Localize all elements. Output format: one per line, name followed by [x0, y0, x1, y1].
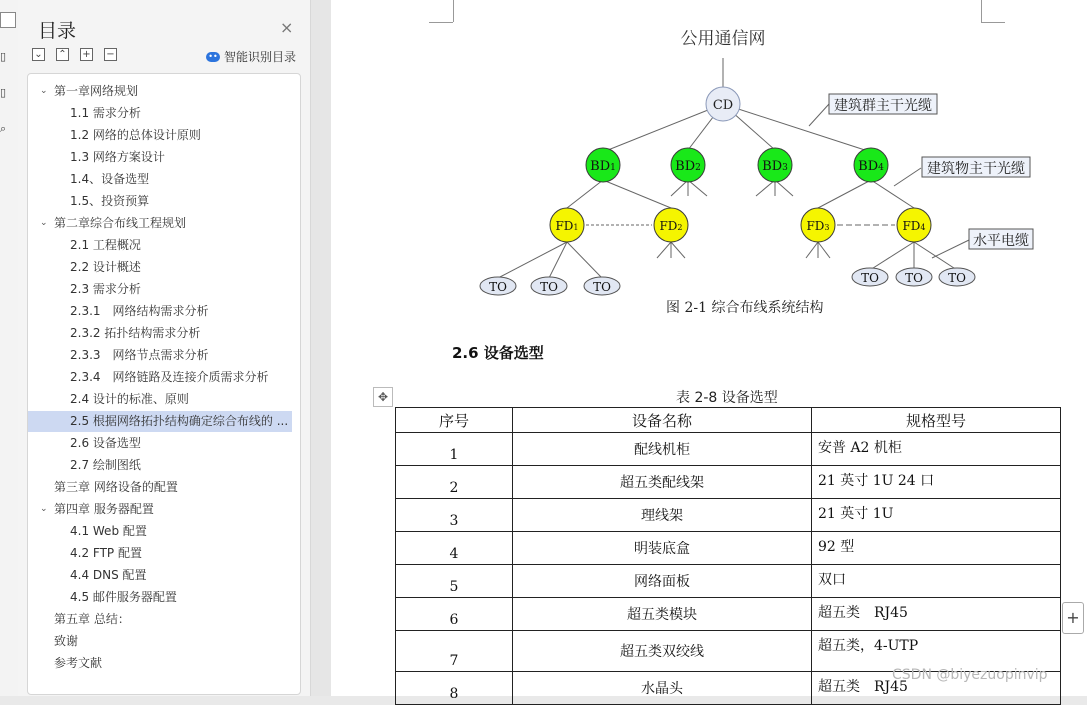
fd-node — [550, 208, 584, 242]
toc-item[interactable] — [28, 653, 292, 674]
toc-item-label: 4.4 DNS 配置 — [70, 568, 147, 582]
fd-node-label: FD3 — [806, 219, 830, 233]
watermark: CSDN @biyezuopinvip — [892, 667, 1048, 683]
cabling-structure-diagram — [331, 0, 1087, 320]
table-row — [396, 532, 1061, 565]
smart-recognize-label: 智能识别目录 — [224, 50, 297, 64]
page-gutter — [311, 0, 331, 696]
callout-label: 建筑群主干光缆 — [834, 98, 932, 114]
add-button[interactable]: + — [1062, 602, 1084, 634]
toc-item-label: 1.5、投资预算 — [70, 194, 150, 208]
table-move-handle-icon[interactable]: ✥ — [373, 387, 393, 407]
row-number-cell: 4 — [396, 532, 513, 565]
cd-label: CD — [712, 98, 734, 113]
toc-item[interactable] — [28, 609, 292, 630]
collapse-all-icon[interactable]: ⌄ — [32, 48, 45, 61]
to-node — [584, 277, 620, 295]
to-node — [852, 268, 888, 286]
toc-item-label: 致谢 — [54, 634, 79, 648]
toc-item-label: 2.1 工程概况 — [70, 238, 141, 252]
toc-item[interactable] — [28, 147, 292, 168]
row-number-cell: 7 — [396, 631, 513, 672]
toc-item-label: 4.1 Web 配置 — [70, 524, 147, 538]
toc-item-label: 2.3.4 网络链路及连接介质需求分析 — [70, 370, 269, 384]
header-cell: 设备名称 — [513, 408, 812, 433]
fd-node — [801, 208, 835, 242]
toc-item[interactable] — [28, 169, 292, 190]
spec-cell: 双口 — [812, 565, 1061, 598]
toc-item-label: 2.6 设备选型 — [70, 436, 141, 450]
callout-label: 建筑物主干光缆 — [927, 161, 1025, 177]
toc-item[interactable] — [28, 279, 292, 300]
table-row — [396, 598, 1061, 631]
device-name-cell: 水晶头 — [513, 672, 812, 705]
toc-item-label: 2.3.1 网络结构需求分析 — [70, 304, 209, 318]
row-number-cell: 2 — [396, 466, 513, 499]
toc-item-label: 4.5 邮件服务器配置 — [70, 590, 177, 604]
equipment-table — [395, 407, 1061, 705]
section-heading: 2.6 设备选型 — [452, 344, 544, 362]
smart-recognize-button[interactable] — [206, 48, 296, 65]
header-cell: 序号 — [396, 408, 513, 433]
table-caption: 表 2-8 设备选型 — [676, 390, 778, 406]
toc-item-label: 1.3 网络方案设计 — [70, 150, 165, 164]
toc-item-label: 1.1 需求分析 — [70, 106, 141, 120]
callout-campus-backbone — [829, 94, 937, 114]
row-number-cell: 1 — [396, 433, 513, 466]
table-row — [396, 433, 1061, 466]
toc-item-label: 参考文献 — [54, 656, 103, 670]
toc-item-label: 2.2 设计概述 — [70, 260, 141, 274]
toc-item-label: 4.2 FTP 配置 — [70, 546, 142, 560]
toc-item[interactable] — [28, 235, 292, 256]
toc-item[interactable] — [28, 367, 292, 388]
toc-item[interactable] — [28, 411, 292, 432]
toc-item[interactable] — [28, 323, 292, 344]
header-cell: 规格型号 — [812, 408, 1061, 433]
spec-cell: 21 英寸 1U — [812, 499, 1061, 532]
table-row — [396, 499, 1061, 532]
toc-item-label: 2.5 根据网络拓扑结构确定综合布线的 ... — [70, 414, 289, 428]
bd-node — [671, 148, 705, 182]
toc-item[interactable] — [28, 81, 292, 102]
bd-node — [854, 148, 888, 182]
fd-node-label: FD2 — [659, 219, 683, 233]
chevron-down-icon[interactable]: ⌄ — [40, 504, 48, 514]
toc-item[interactable] — [28, 565, 292, 586]
spec-cell: 92 型 — [812, 532, 1061, 565]
callout-building-backbone — [922, 157, 1030, 177]
table-header-row — [396, 408, 1061, 433]
toc-item-label: 1.2 网络的总体设计原则 — [70, 128, 201, 142]
callout-label: 水平电缆 — [973, 233, 1029, 249]
left-tool-strip — [0, 0, 19, 696]
table-row — [396, 631, 1061, 672]
to-node — [531, 277, 567, 295]
toc-item[interactable] — [28, 587, 292, 608]
toc-item-label: 2.3.2 拓扑结构需求分析 — [70, 326, 201, 340]
fd-node-label: FD1 — [555, 219, 579, 233]
toc-item[interactable] — [28, 191, 292, 212]
toc-item[interactable] — [28, 521, 292, 542]
device-name-cell: 超五类双绞线 — [513, 631, 812, 672]
to-node-label: TO — [905, 271, 923, 285]
toc-item-label: 2.4 设计的标准、原则 — [70, 392, 189, 406]
bookmark-icon[interactable]: ▯ — [0, 50, 7, 63]
bd-node-label: BD3 — [762, 159, 788, 174]
device-name-cell: 超五类模块 — [513, 598, 812, 631]
close-icon[interactable]: × — [280, 18, 294, 37]
toc-item-label: 第二章综合布线工程规划 — [54, 216, 187, 230]
toc-item-label: 2.3.3 网络节点需求分析 — [70, 348, 209, 362]
row-number-cell: 5 — [396, 565, 513, 598]
chevron-down-icon[interactable]: ⌄ — [40, 218, 48, 228]
toc-item[interactable] — [28, 455, 292, 476]
toc-item[interactable] — [28, 213, 292, 234]
toc-item-label: 1.4、设备选型 — [70, 172, 150, 186]
toc-item[interactable] — [28, 257, 292, 278]
fd-node — [897, 208, 931, 242]
to-node-label: TO — [489, 280, 507, 294]
spec-cell: 安普 A2 机柜 — [812, 433, 1061, 466]
spec-cell: 超五类，4-UTP — [812, 631, 1061, 672]
row-number-cell: 6 — [396, 598, 513, 631]
device-name-cell: 网络面板 — [513, 565, 812, 598]
toc-item[interactable] — [28, 499, 292, 520]
figure-caption: 图 2-1 综合布线系统结构 — [666, 300, 824, 316]
fd-node-label: FD4 — [902, 219, 926, 233]
toc-item[interactable] — [28, 543, 292, 564]
expand-up-icon[interactable]: ⌃ — [56, 48, 69, 61]
toc-item[interactable] — [28, 433, 292, 454]
to-node — [896, 268, 932, 286]
toc-view-icon[interactable] — [0, 12, 16, 28]
cd-node — [706, 87, 740, 121]
toc-item[interactable] — [28, 389, 292, 410]
row-number-cell: 8 — [396, 672, 513, 705]
device-name-cell: 理线架 — [513, 499, 812, 532]
toc-panel — [18, 0, 311, 696]
spec-cell: 超五类 RJ45 — [812, 672, 1061, 705]
toc-item-label: 2.7 绘制图纸 — [70, 458, 141, 472]
table-row — [396, 565, 1061, 598]
add-entry-icon[interactable]: + — [80, 48, 93, 61]
to-node — [939, 268, 975, 286]
to-node-label: TO — [948, 271, 966, 285]
toc-title: 目录 — [38, 20, 77, 42]
bd-node-label: BD2 — [675, 159, 701, 174]
chevron-down-icon[interactable]: ⌄ — [40, 86, 48, 96]
toc-item-label: 第四章 服务器配置 — [54, 502, 154, 516]
device-name-cell: 明装底盒 — [513, 532, 812, 565]
table-row — [396, 466, 1061, 499]
bd-node-label: BD4 — [858, 159, 884, 174]
spec-cell: 21 英寸 1U 24 口 — [812, 466, 1061, 499]
toc-list — [27, 73, 301, 695]
toc-item[interactable] — [28, 103, 292, 124]
toc-item[interactable] — [28, 631, 292, 652]
search-icon[interactable]: ⌕ — [0, 122, 7, 135]
row-number-cell: 3 — [396, 499, 513, 532]
spec-cell: 超五类 RJ45 — [812, 598, 1061, 631]
bd-node — [586, 148, 620, 182]
toc-item[interactable] — [28, 477, 292, 498]
diagram-top-label: 公用通信网 — [680, 29, 766, 49]
toc-item-label: 第三章 网络设备的配置 — [54, 480, 178, 494]
device-name-cell: 配线机柜 — [513, 433, 812, 466]
toc-item[interactable] — [28, 345, 292, 366]
device-name-cell: 超五类配线架 — [513, 466, 812, 499]
toc-item[interactable] — [28, 125, 292, 146]
document-page — [331, 0, 1087, 702]
remove-entry-icon[interactable]: − — [104, 48, 117, 61]
thumbnail-icon[interactable]: ▯ — [0, 86, 7, 99]
callout-horizontal-cable — [969, 229, 1033, 249]
toc-item-label: 2.3 需求分析 — [70, 282, 141, 296]
toc-item-label: 第一章网络规划 — [54, 84, 139, 98]
toc-item[interactable] — [28, 301, 292, 322]
bd-node — [758, 148, 792, 182]
fd-node — [654, 208, 688, 242]
to-node-label: TO — [861, 271, 879, 285]
to-node-label: TO — [540, 280, 558, 294]
to-node-label: TO — [593, 280, 611, 294]
toc-item-label: 第五章 总结： — [54, 612, 130, 626]
ai-icon: •• — [206, 52, 220, 62]
to-node — [480, 277, 516, 295]
bd-node-label: BD1 — [590, 159, 616, 174]
